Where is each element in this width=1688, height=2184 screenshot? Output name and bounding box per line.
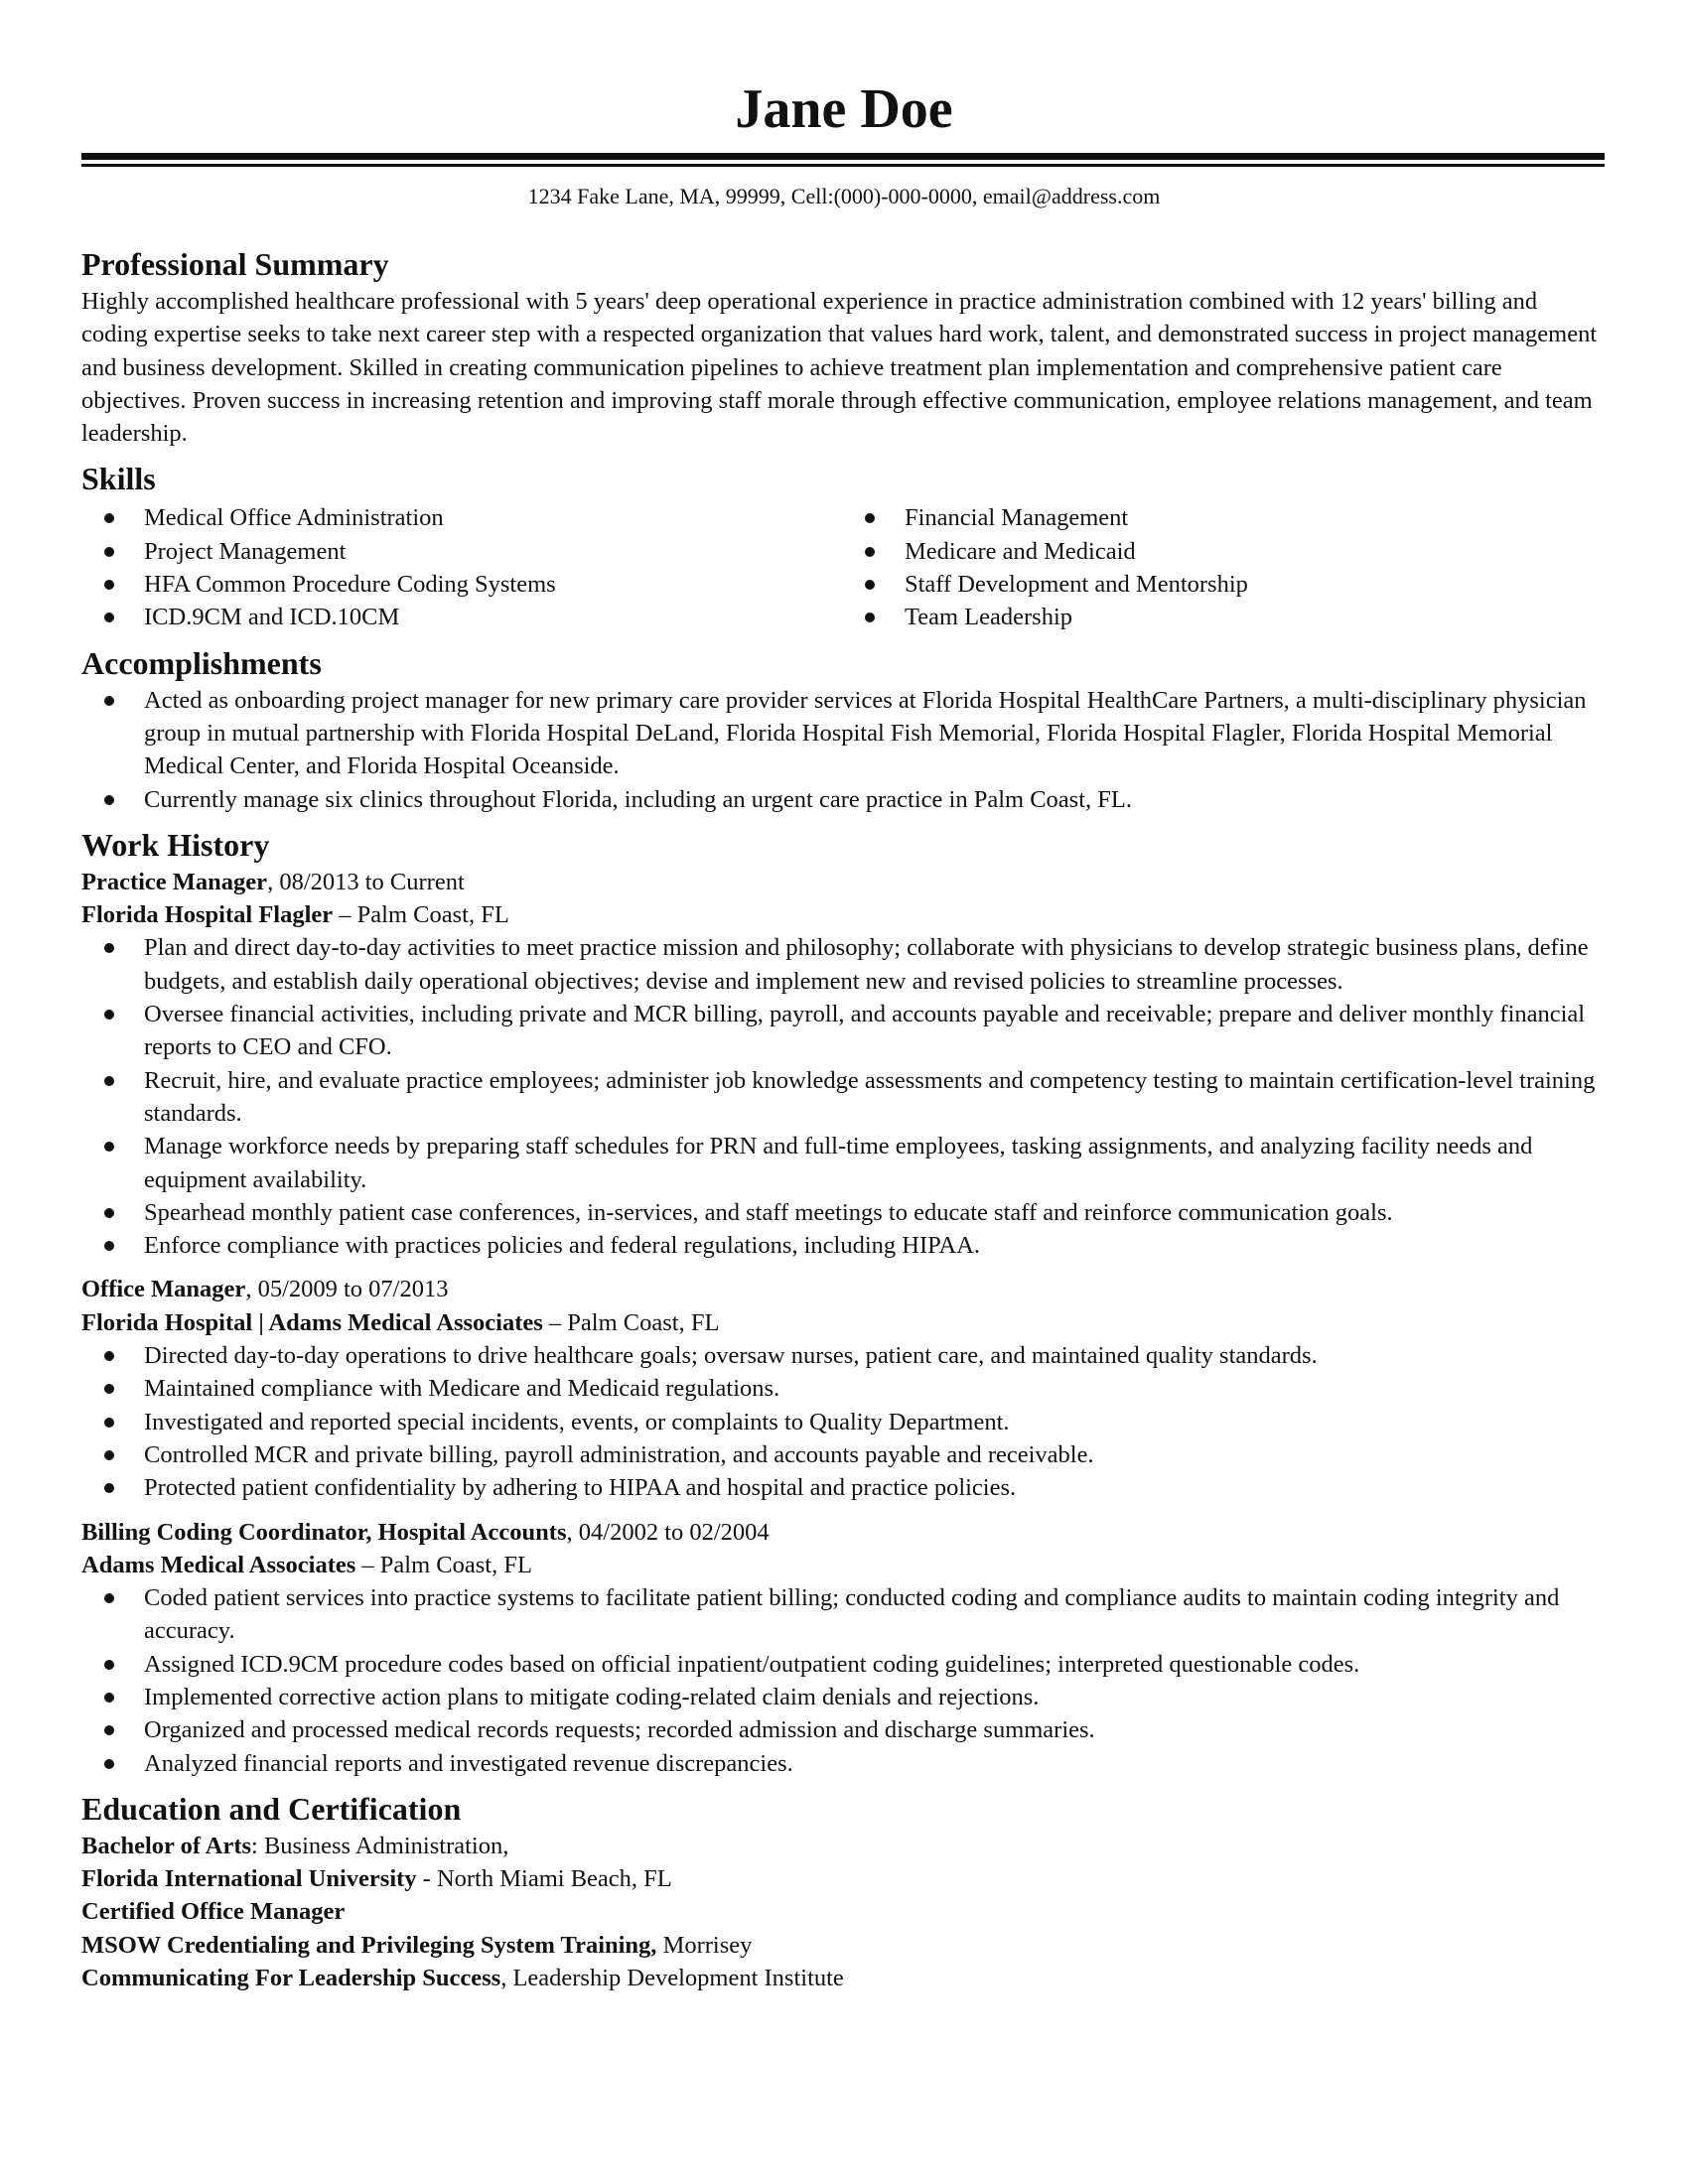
candidate-name: Jane Doe <box>735 78 953 140</box>
list-item-text: Implemented corrective action plans to mitigate coding-related claim denials and rejections. <box>144 1683 1040 1710</box>
bullet-icon <box>104 943 114 953</box>
list-item-text: Financial Management <box>905 504 1129 532</box>
education-line-bold: Certified Office Manager <box>81 1898 346 1926</box>
list-item <box>81 1339 1605 1372</box>
list-item-text: Oversee financial activities, including private and MCR billing, payroll, and accounts payable and receivable; prepare and deliver monthly financial reports to CEO and CFO. <box>144 1001 1586 1061</box>
list-item-text: Coded patient services into practice systems to facilitate patient billing; conducted coding and compliance audits to maintain coding integrity and accuracy. <box>144 1584 1560 1645</box>
list-item-text: Medicare and Medicaid <box>905 537 1136 565</box>
list-item <box>81 1747 1605 1780</box>
list-item-text: Organized and processed medical records requests; recorded admission and discharge summaries. <box>144 1716 1095 1744</box>
job-title: Practice Manager <box>81 868 268 895</box>
list-item <box>81 684 1605 783</box>
list-item-text: Staff Development and Mentorship <box>905 571 1248 599</box>
list-item-text: HFA Common Procedure Coding Systems <box>144 571 556 599</box>
education-line <box>81 1929 1605 1962</box>
bullet-icon <box>104 1384 114 1394</box>
job-entry <box>81 1273 1605 1504</box>
list-item <box>81 1064 1605 1131</box>
bullet-icon <box>104 1351 114 1361</box>
header-rule-thin <box>81 164 1605 167</box>
bullet-icon <box>104 1693 114 1703</box>
skills-columns <box>81 501 1605 633</box>
list-item <box>81 1406 1605 1438</box>
list-item <box>81 1130 1605 1196</box>
list-item <box>81 568 842 601</box>
list-item-text: Project Management <box>144 537 347 565</box>
list-item-text: Medical Office Administration <box>144 504 444 532</box>
job-employer-line <box>81 1549 1605 1581</box>
education-line-bold: MSOW Credentialing and Privileging System Training, <box>81 1931 657 1959</box>
list-item <box>81 998 1605 1064</box>
list-item <box>842 601 1603 633</box>
bullet-icon <box>104 1076 114 1086</box>
job-title-line <box>81 866 1605 898</box>
bullet-icon <box>104 1208 114 1218</box>
skills-section <box>81 458 1605 633</box>
bullet-icon <box>865 613 875 622</box>
job-entry <box>81 866 1605 1263</box>
accomplishments-section <box>81 642 1605 816</box>
list-item-text: Team Leadership <box>905 604 1073 631</box>
list-item-text: Investigated and reported special incidents, events, or complaints to Quality Department. <box>144 1408 1010 1435</box>
education-line <box>81 1962 1605 1994</box>
section-title-education: Education and Certification <box>81 1790 462 1827</box>
job-title: Billing Coding Coordinator, Hospital Accounts <box>81 1518 567 1546</box>
education-line-rest: : Business Administration, <box>251 1832 509 1859</box>
job-duties-list <box>81 1339 1605 1504</box>
contact-line: 1234 Fake Lane, MA, 99999, Cell:(000)-000-0000, email@address.com <box>527 184 1161 208</box>
bullet-icon <box>104 696 114 706</box>
job-employer: Florida Hospital | Adams Medical Associates <box>81 1308 543 1336</box>
job-duties-list <box>81 931 1605 1262</box>
education-line-bold: Bachelor of Arts <box>81 1832 252 1859</box>
resume-content <box>81 243 1605 1994</box>
bullet-icon <box>104 1241 114 1251</box>
education-line-rest: , Leadership Development Institute <box>500 1965 844 1992</box>
bullet-icon <box>104 1010 114 1020</box>
bullet-icon <box>104 1725 114 1735</box>
list-item <box>81 1681 1605 1713</box>
bullet-icon <box>865 580 875 590</box>
job-employer-line <box>81 898 1605 931</box>
education-line-rest: - North Miami Beach, FL <box>416 1865 672 1893</box>
work-history-section <box>81 824 1605 1780</box>
bullet-icon <box>104 1483 114 1493</box>
skills-right-list <box>842 501 1603 633</box>
list-item <box>81 1648 1605 1681</box>
job-location: – Palm Coast, FL <box>542 1308 720 1336</box>
section-title-summary: Professional Summary <box>81 246 389 282</box>
bullet-icon <box>104 547 114 557</box>
job-title-line <box>81 1516 1605 1549</box>
professional-summary-section <box>81 243 1605 450</box>
list-item <box>842 501 1603 534</box>
list-item-text: Plan and direct day-to-day activities to meet practice mission and philosophy; collaborate with physicians to develop strategic business plans, define budgets, and establish daily operational objectives; devise and implement new and revised policies to streamline processes. <box>144 934 1589 995</box>
job-title-line <box>81 1273 1605 1305</box>
job-dates: , 08/2013 to Current <box>267 868 465 895</box>
education-line <box>81 1830 1605 1862</box>
job-employer: Adams Medical Associates <box>81 1551 356 1578</box>
list-item-text: Recruit, hire, and evaluate practice employees; administer job knowledge assessments and competency testing to maintain certification-level training standards. <box>144 1066 1596 1127</box>
list-item-text: Directed day-to-day operations to drive healthcare goals; oversaw nurses, patient care, and maintained quality standards. <box>144 1342 1318 1370</box>
job-employer: Florida Hospital Flagler <box>81 901 334 929</box>
education-line <box>81 1895 1605 1928</box>
list-item-text: Spearhead monthly patient case conferences, in-services, and staff meetings to educate staff and reinforce communication goals. <box>144 1198 1393 1226</box>
job-dates: , 04/2002 to 02/2004 <box>566 1518 770 1546</box>
list-item <box>81 1471 1605 1504</box>
list-item <box>81 1196 1605 1229</box>
list-item-text: Protected patient confidentiality by adhering to HIPAA and hospital and practice policies. <box>144 1474 1017 1502</box>
list-item <box>81 783 1605 816</box>
list-item-text: Analyzed financial reports and investigated revenue discrepancies. <box>144 1749 793 1777</box>
list-item <box>81 1581 1605 1648</box>
bullet-icon <box>104 1450 114 1460</box>
job-location: – Palm Coast, FL <box>333 901 509 929</box>
list-item-text: ICD.9CM and ICD.10CM <box>144 604 400 631</box>
list-item-text: Maintained compliance with Medicare and Medicaid regulations. <box>144 1375 780 1403</box>
bullet-icon <box>104 1759 114 1769</box>
list-item <box>81 601 842 633</box>
accomplishments-list <box>81 684 1605 816</box>
bullet-icon <box>104 1660 114 1670</box>
section-title-skills: Skills <box>81 461 156 497</box>
list-item <box>81 501 842 534</box>
list-item-text: Assigned ICD.9CM procedure codes based on official inpatient/outpatient coding guidelines; interpreted questionable codes. <box>144 1650 1360 1678</box>
list-item <box>842 568 1603 601</box>
job-duties-list <box>81 1581 1605 1780</box>
list-item-text: Currently manage six clinics throughout Florida, including an urgent care practice in Palm Coast, FL. <box>144 785 1132 813</box>
bullet-icon <box>104 795 114 805</box>
bullet-icon <box>104 613 114 622</box>
job-employer-line <box>81 1306 1605 1339</box>
job-location: – Palm Coast, FL <box>355 1551 532 1578</box>
education-line-rest: Morrisey <box>656 1931 753 1959</box>
list-item-text: Acted as onboarding project manager for new primary care provider services at Florida Hospital HealthCare Partners, a multi-disciplinary physician group in mutual partnership with Florida Hospital DeLand, Florida Hospital Fish Memorial, Florida Hospital Flagler, Florida Hospital Memorial Medical Center, and Florida Hospital Oceanside. <box>144 686 1587 780</box>
section-title-accomplishments: Accomplishments <box>81 644 322 681</box>
list-item <box>81 1438 1605 1471</box>
list-item <box>81 535 842 568</box>
bullet-icon <box>865 513 875 523</box>
list-item <box>81 1229 1605 1262</box>
bullet-icon <box>865 547 875 557</box>
list-item <box>81 1713 1605 1746</box>
header-rule-thick <box>81 153 1605 160</box>
list-item-text: Enforce compliance with practices policies and federal regulations, including HIPAA. <box>144 1232 981 1260</box>
list-item <box>842 535 1603 568</box>
education-line <box>81 1862 1605 1895</box>
bullet-icon <box>104 1142 114 1152</box>
list-item <box>81 1372 1605 1405</box>
job-entry <box>81 1516 1605 1780</box>
bullet-icon <box>104 1593 114 1603</box>
list-item-text: Manage workforce needs by preparing staff schedules for PRN and full-time employees, tasking assignments, and analyzing facility needs and equipment availability. <box>144 1133 1533 1193</box>
list-item-text: Controlled MCR and private billing, payroll administration, and accounts payable and receivable. <box>144 1440 1094 1468</box>
job-title: Office Manager <box>81 1276 246 1303</box>
skills-left-list <box>81 501 842 633</box>
job-dates: , 05/2009 to 07/2013 <box>245 1276 449 1303</box>
education-section <box>81 1788 1605 1994</box>
education-line-bold: Florida International University <box>81 1865 417 1893</box>
bullet-icon <box>104 513 114 523</box>
summary-text: Highly accomplished healthcare professional with 5 years' deep operational experience in practice administration combined with 12 years' billing and coding expertise seeks to take next career step with a respected organization that values hard work, talent, and demonstrated success in project management and business development. Skilled in creating communication pipelines to achieve treatment plan implementation and comprehensive patient care objectives. Proven success in increasing retention and improving staff morale through effective communication, employee relations management, and team leadership. <box>81 288 1598 448</box>
education-line-bold: Communicating For Leadership Success <box>81 1965 501 1992</box>
bullet-icon <box>104 1418 114 1428</box>
section-title-work-history: Work History <box>81 826 270 863</box>
bullet-icon <box>104 580 114 590</box>
list-item <box>81 931 1605 998</box>
